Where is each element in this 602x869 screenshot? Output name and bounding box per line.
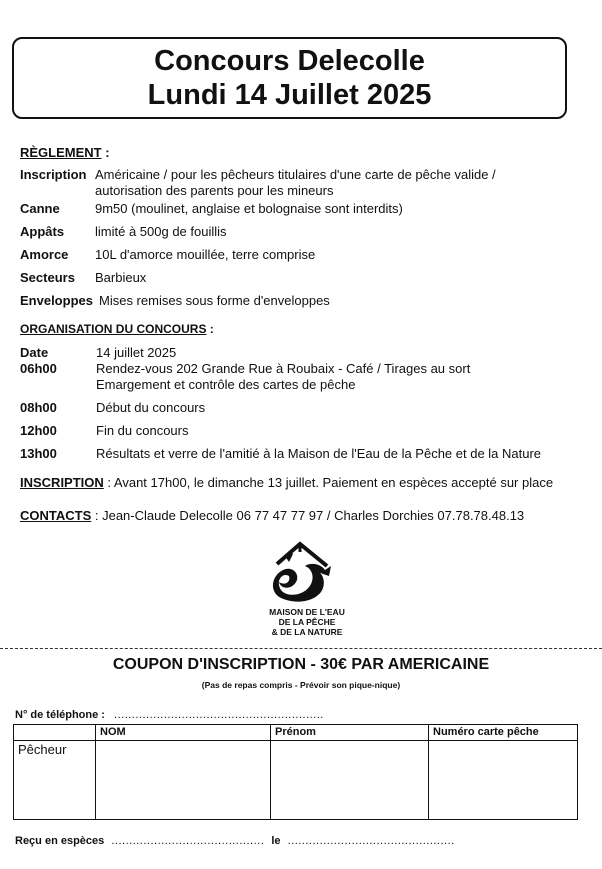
row-value: 14 juillet 2025 xyxy=(96,345,177,360)
contacts-line: CONTACTS : Jean-Claude Delecolle 06 77 47 77 97 / Charles Dorchies 07.78.78.48.13 xyxy=(20,508,525,523)
phone-field[interactable] xyxy=(15,709,324,721)
coupon-title: COUPON D'INSCRIPTION - 30€ PAR AMERICAINE xyxy=(112,656,490,673)
row-value-continued: Emargement et contrôle des cartes de pêche xyxy=(96,377,356,392)
row-value-continued: autorisation des parents pour les mineurs xyxy=(95,183,334,198)
pecheur-label: Pêcheur xyxy=(14,741,96,820)
row-value: Rendez-vous 202 Grande Rue à Roubaix - Café / Tirages au sort xyxy=(96,361,471,376)
row-value: Barbieux xyxy=(95,270,147,285)
row-label: Canne xyxy=(20,201,60,216)
table-row xyxy=(14,741,578,820)
table-header-prenom: Prénom xyxy=(271,725,429,741)
row-value: Américaine / pour les pêcheurs titulaires d'une carte de pêche valide / xyxy=(95,167,496,182)
organisation-heading: ORGANISATION DU CONCOURS : xyxy=(20,322,214,336)
row-label: 08h00 xyxy=(20,400,57,415)
recu-dots: ........................................... xyxy=(111,835,265,847)
row-label: 12h00 xyxy=(20,423,57,438)
prenom-cell[interactable] xyxy=(271,741,429,820)
row-value: Résultats et verre de l'amitié à la Maison de l'Eau de la Pêche et de la Nature xyxy=(96,446,542,461)
page-date: Lundi 14 Juillet 2025 xyxy=(147,79,432,111)
carte-cell[interactable] xyxy=(429,741,578,820)
row-label: Secteurs xyxy=(20,270,75,285)
table-header-nom: NOM xyxy=(96,725,271,741)
row-value: 9m50 (moulinet, anglaise et bolognaise sont interdits) xyxy=(95,201,403,216)
row-label: Inscription xyxy=(20,167,87,182)
coupon-subtitle: (Pas de repas compris - Prévoir son pique-nique) xyxy=(201,680,401,690)
row-value: Mises remises sous forme d'enveloppes xyxy=(99,293,330,308)
table-header-empty xyxy=(14,725,96,741)
row-value: Début du concours xyxy=(96,400,206,415)
title-box xyxy=(12,37,567,119)
recu-label: Reçu en espèces xyxy=(15,835,105,847)
logo-line-2: DE LA PÊCHE xyxy=(278,617,336,627)
logo-line-3: & DE LA NATURE xyxy=(271,627,343,637)
table-header-row xyxy=(14,725,578,741)
row-value: limité à 500g de fouillis xyxy=(95,224,227,239)
row-label: Date xyxy=(20,345,49,360)
le-label: le xyxy=(271,835,281,847)
logo-line-1: MAISON DE L'EAU xyxy=(269,607,345,617)
row-value: 10L d'amorce mouillée, terre comprise xyxy=(95,247,316,262)
maison-eau-logo xyxy=(247,540,367,642)
reglement-heading: RÈGLEMENT : xyxy=(20,145,110,160)
registration-table xyxy=(13,724,578,820)
recu-line[interactable] xyxy=(15,835,455,847)
le-dots: ............................................... xyxy=(287,835,455,847)
row-value: Fin du concours xyxy=(96,423,189,438)
row-label: 13h00 xyxy=(20,446,57,461)
row-label: Amorce xyxy=(20,247,69,262)
fish-house-icon xyxy=(265,540,335,606)
phone-dots: ........................................................... xyxy=(114,709,324,721)
row-label: Appâts xyxy=(20,224,65,239)
inscription-line: INSCRIPTION : Avant 17h00, le dimanche 13 juillet. Paiement en espèces accepté sur place xyxy=(20,475,554,490)
nom-cell[interactable] xyxy=(96,741,271,820)
row-label: 06h00 xyxy=(20,361,57,376)
table-header-carte: Numéro carte pêche xyxy=(429,725,578,741)
page-title: Concours Delecolle xyxy=(154,45,425,77)
cut-line xyxy=(0,648,602,649)
phone-label: N° de téléphone : xyxy=(15,709,105,721)
row-label: Enveloppes xyxy=(20,293,93,308)
